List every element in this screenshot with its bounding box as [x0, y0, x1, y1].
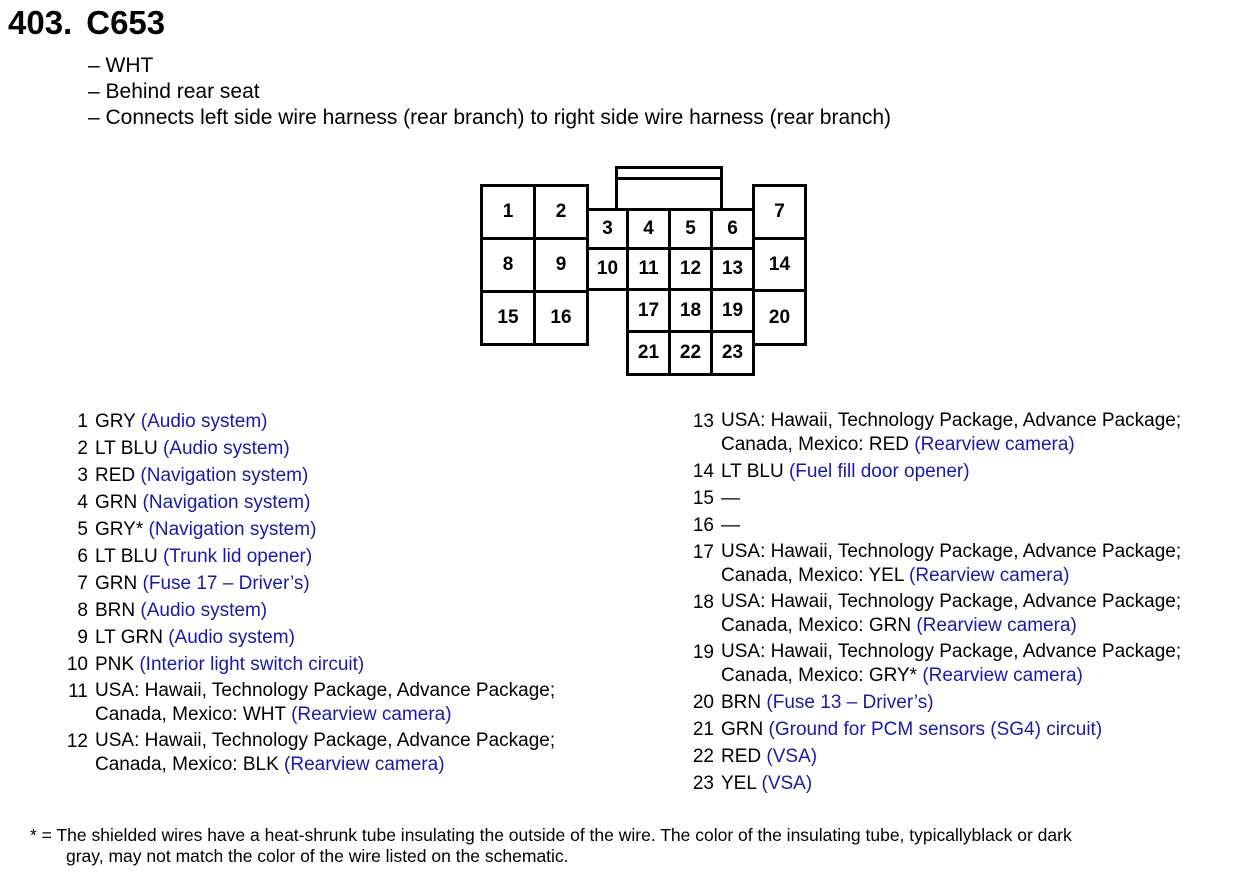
- connector-code: C653: [86, 4, 166, 41]
- pin-row-12: 12 USA: Hawaii, Technology Package, Advance Package; Canada, Mexico: BLK (Rearview camera): [66, 730, 556, 775]
- pin-row-1: 1 GRY (Audio system): [77, 411, 268, 432]
- pin-cell-13: 13: [710, 247, 755, 291]
- pin-cell-9: 9: [533, 237, 589, 293]
- pin-row-4: 4 GRN (Navigation system): [77, 492, 311, 513]
- pin-row-22: 22 RED (VSA): [692, 746, 818, 767]
- pin-row-7: 7 GRN (Fuse 17 – Driver’s): [77, 573, 310, 594]
- pin-row-10: 10 PNK (Interior light switch circuit): [66, 654, 365, 675]
- pin-row-11: 11 USA: Hawaii, Technology Package, Advance Package; Canada, Mexico: WHT (Rearview camera): [68, 680, 556, 725]
- note-connects: – Connects left side wire harness (rear branch) to right side wire harness (rear branch): [88, 106, 892, 129]
- pin-cell-21: 21: [626, 330, 671, 376]
- pin-cell-17: 17: [626, 288, 671, 333]
- pin-row-9: 9 LT GRN (Audio system): [77, 627, 295, 648]
- connector-title: [8, 4, 165, 42]
- pin-cell-18: 18: [668, 288, 713, 333]
- pin-cell-23: 23: [710, 330, 755, 376]
- footnote-line-2: gray, may not match the color of the wire listed on the schematic.: [66, 846, 569, 866]
- pin-cell-15: 15: [480, 290, 536, 346]
- pin-row-14: 14 LT BLU (Fuel fill door opener): [692, 461, 970, 482]
- pin-row-23: 23 YEL (VSA): [692, 773, 813, 794]
- pin-cell-20: 20: [752, 289, 807, 346]
- shielded-wire-footnote: [30, 825, 1240, 867]
- pin-cell-2: 2: [533, 184, 589, 240]
- connector-lock-tab: [615, 166, 723, 180]
- pin-cell-4: 4: [626, 208, 671, 250]
- pin-row-3: 3 RED (Navigation system): [77, 465, 309, 486]
- pin-row-8: 8 BRN (Audio system): [77, 600, 268, 621]
- pin-cell-7: 7: [752, 184, 807, 240]
- pin-row-21: 21 GRN (Ground for PCM sensors (SG4) circuit): [692, 719, 1103, 740]
- connector-lock-housing: [615, 177, 723, 211]
- pin-cell-6: 6: [710, 208, 755, 250]
- pin-row-13: 13 USA: Hawaii, Technology Package, Advance Package; Canada, Mexico: RED (Rearview camera): [692, 410, 1182, 455]
- pin-row-6: 6 LT BLU (Trunk lid opener): [77, 546, 313, 567]
- note-location: – Behind rear seat: [88, 80, 260, 103]
- pin-row-20: 20 BRN (Fuse 13 – Driver’s): [692, 692, 934, 713]
- pin-cell-3: 3: [586, 208, 629, 250]
- pin-row-16: 16 —: [692, 515, 740, 536]
- pin-row-15: 15 —: [692, 488, 740, 509]
- pin-cell-22: 22: [668, 330, 713, 376]
- pin-cell-1: 1: [480, 184, 536, 240]
- pin-cell-10: 10: [586, 247, 629, 291]
- pin-cell-14: 14: [752, 237, 807, 292]
- pin-list-right: [690, 408, 1240, 797]
- pin-cell-5: 5: [668, 208, 713, 250]
- pin-cell-16: 16: [533, 290, 589, 346]
- pin-row-2: 2 LT BLU (Audio system): [77, 438, 290, 459]
- pin-cell-8: 8: [480, 237, 536, 293]
- pin-row-5: 5 GRY* (Navigation system): [77, 519, 317, 540]
- pin-cell-12: 12: [668, 247, 713, 291]
- pin-row-18: 18 USA: Hawaii, Technology Package, Advance Package; Canada, Mexico: GRN (Rearview camera): [692, 591, 1182, 636]
- note-color: – WHT: [88, 54, 154, 77]
- pin-cell-11: 11: [626, 247, 671, 291]
- footnote-line-1: * = The shielded wires have a heat-shrunk tube insulating the outside of the wire. The color of the insulating tube, typicallyblack or dark: [30, 825, 1072, 845]
- pin-list-left: [64, 408, 624, 778]
- section-number: 403.: [8, 4, 73, 41]
- pin-row-17: 17 USA: Hawaii, Technology Package, Advance Package; Canada, Mexico: YEL (Rearview camera): [692, 541, 1182, 586]
- pin-row-19: 19 USA: Hawaii, Technology Package, Advance Package; Canada, Mexico: GRY* (Rearview camera): [692, 641, 1182, 686]
- pin-cell-19: 19: [710, 288, 755, 333]
- connector-notes: [88, 53, 891, 131]
